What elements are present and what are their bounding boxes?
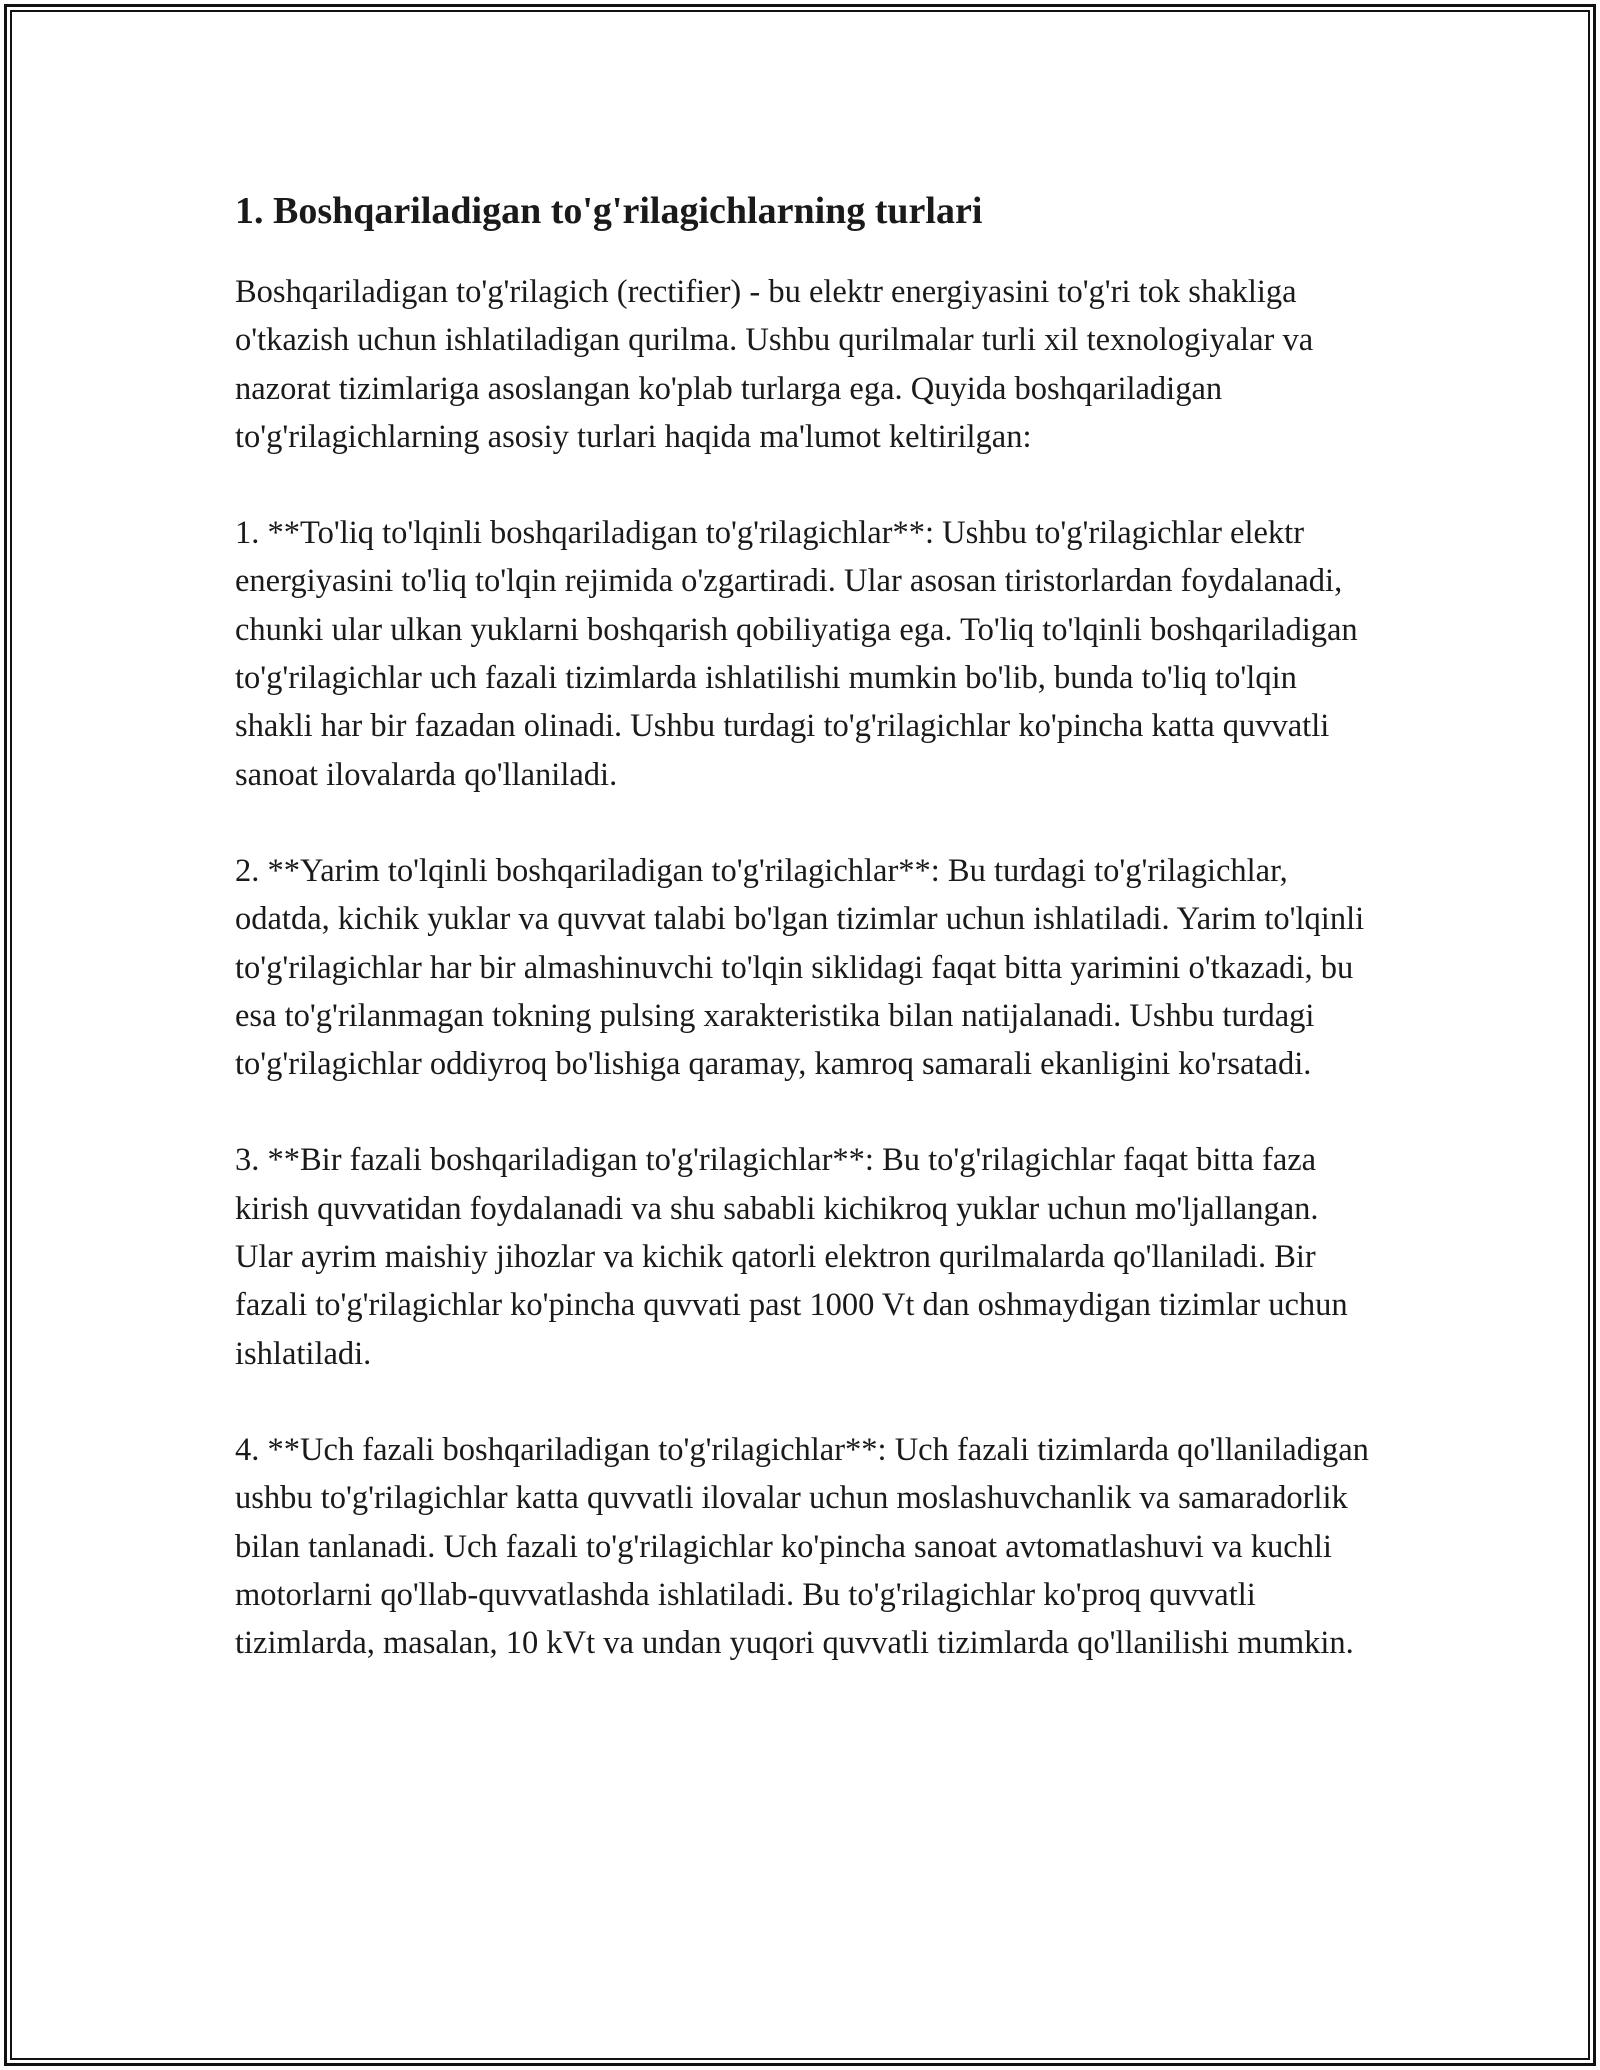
intro-paragraph: Boshqariladigan to'g'rilagich (rectifier) - bu elektr energiyasini to'g'ri tok shakliga o'tkazish uchun ishlatiladigan qurilma. Ushbu qurilmalar turli xil texnologiyalar va nazorat tizimlariga asoslangan ko'plab turlarga ega. Quyida boshqariladigan to'g'rilagichlarning asosiy turlari haqida ma'lumot keltirilgan: bbox=[235, 274, 1314, 455]
document-body bbox=[235, 186, 1375, 1715]
list-item-single-phase: 3. **Bir fazali boshqariladigan to'g'rilagichlar**: Bu to'g'rilagichlar faqat bitta faza kirish quvvatidan foydalanadi va shu sababli kichikroq yuklar uchun mo'ljallangan. Ular ayrim maishiy jihozlar va kichik qatorli elektron qurilmalarda qo'llaniladi. Bir fazali to'g'rilagichlar ko'pincha quvvati past 1000 Vt dan oshmaydigan tizimlar uchun ishlatiladi. bbox=[235, 1142, 1348, 1372]
list-item-half-wave: 2. **Yarim to'lqinli boshqariladigan to'g'rilagichlar**: Bu turdagi to'g'rilagichlar, odatda, kichik yuklar va quvvat talabi bo'lgan tizimlar uchun ishlatiladi. Yarim to'lqinli to'g'rilagichlar har bir almashinuvchi to'lqin siklidagi faqat bitta yarimini o'tkazadi, bu esa to'g'rilanmagan tokning pulsing xarakteristika bilan natijalanadi. Ushbu turdagi to'g'rilagichlar oddiyroq bo'lishiga qaramay, kamroq samarali ekanligini ko'rsatadi. bbox=[235, 852, 1365, 1083]
list-item-full-wave: 1. **To'liq to'lqinli boshqariladigan to'g'rilagichlar**: Ushbu to'g'rilagichlar elektr energiyasini to'liq to'lqin rejimida o'zgartiradi. Ular asosan tiristorlardan foydalanadi, chunki ular ulkan yuklarni boshqarish qobiliyatiga ega. To'liq to'lqinli boshqariladigan to'g'rilagichlar uch fazali tizimlarda ishlatilishi mumkin bo'lib, bunda to'liq to'lqin shakli har bir fazadan olinadi. Ushbu turdagi to'g'rilagichlar ko'pincha katta quvvatli sanoat ilovalarda qo'llaniladi. bbox=[235, 515, 1358, 793]
list-item-three-phase: 4. **Uch fazali boshqariladigan to'g'rilagichlar**: Uch fazali tizimlarda qo'llaniladigan ushbu to'g'rilagichlar katta quvvatli ilovalar uchun moslashuvchanlik va samaradorlik bilan tanlanadi. Uch fazali to'g'rilagichlar ko'pincha sanoat avtomatlashuvi va kuchli motorlarni qo'llab-quvvatlashda ishlatiladi. Bu to'g'rilagichlar ko'proq quvvatli tizimlarda, masalan, 10 kVt va undan yuqori quvvatli tizimlarda qo'llanilishi mumkin. bbox=[235, 1431, 1369, 1662]
document-title: 1. Boshqariladigan to'g'rilagichlarning turlari bbox=[235, 190, 983, 232]
